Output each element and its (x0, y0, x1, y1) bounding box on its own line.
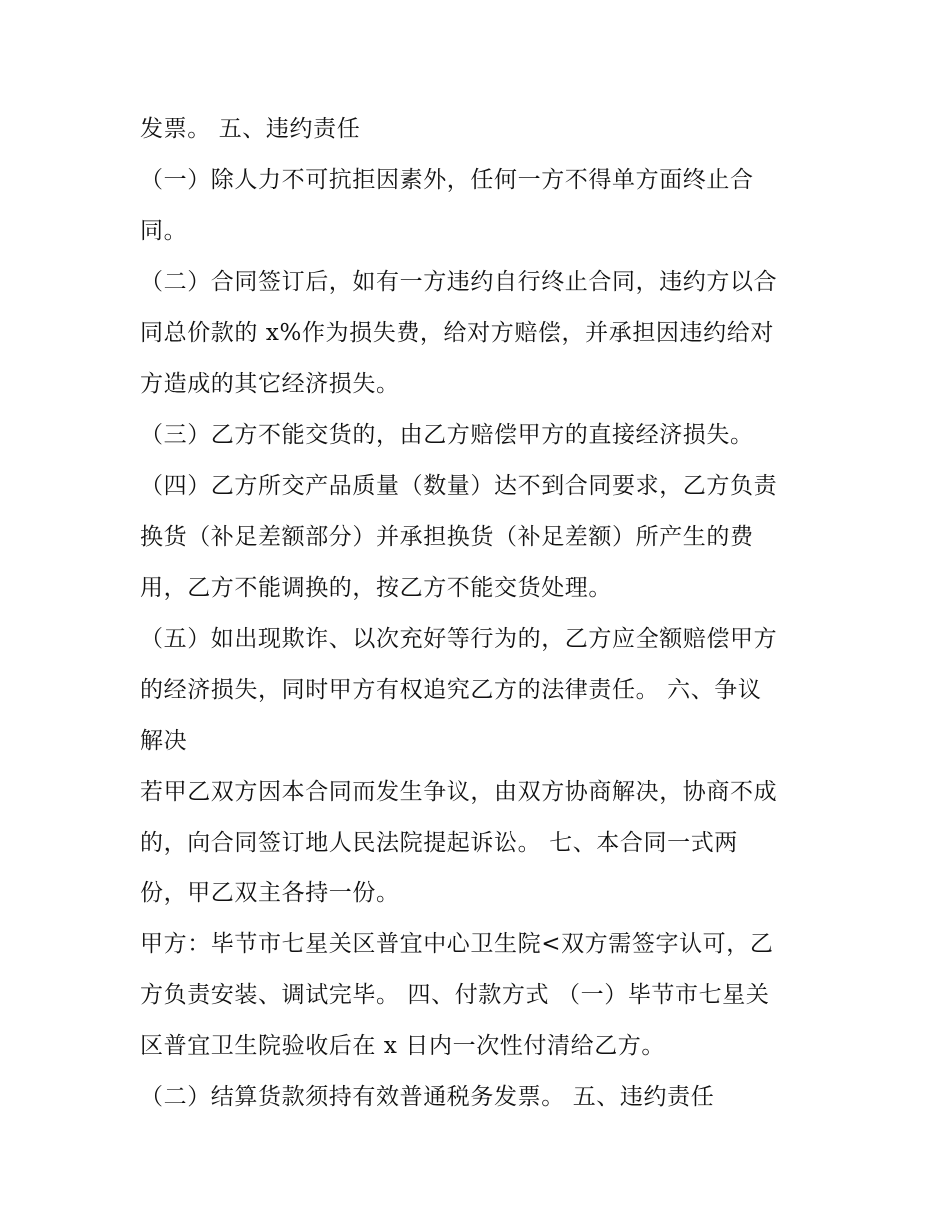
text-line: 份，甲乙双主各持一份。 (140, 880, 400, 906)
text-line: （二）结算货款须持有效普通税务发票。 五、违约责任 (140, 1084, 715, 1110)
text-line: （四）乙方所交产品质量（数量）达不到合同要求，乙方负责 (140, 473, 778, 499)
text-line: 同总价款的 x%作为损失费，给对方赔偿，并承担因违约给对 (140, 320, 774, 346)
text-line: （三）乙方不能交货的，由乙方赔偿甲方的直接经济损失。 (140, 422, 754, 448)
text-line: 方负责安装、调试完毕。 四、付款方式 （一）毕节市七星关 (140, 982, 770, 1008)
text-line: 的经济损失，同时甲方有权追究乙方的法律责任。 六、争议 (140, 677, 762, 703)
text-line: （五）如出现欺诈、以次充好等行为的，乙方应全额赔偿甲方 (140, 626, 778, 652)
text-line: 解决 (140, 728, 188, 754)
text-line: 同。 (140, 218, 188, 244)
text-line: 发票。 五、违约责任 (140, 116, 361, 142)
text-line: 的，向合同签订地人民法院提起诉讼。 七、本合同一式两 (140, 830, 738, 856)
text-line: 若甲乙双方因本合同而发生争议，由双方协商解决，协商不成 (140, 779, 778, 805)
text-line: 区普宜卫生院验收后在 x 日内一次性付清给乙方。 (140, 1033, 665, 1059)
text-line: （二）合同签订后，如有一方违约自行终止合同，违约方以合 (140, 269, 778, 295)
text-line: 甲方：毕节市七星关区普宜中心卫生院<双方需签字认可，乙 (140, 931, 774, 957)
text-line: 用，乙方不能调换的，按乙方不能交货处理。 (140, 575, 612, 601)
text-line: 方造成的其它经济损失。 (140, 371, 400, 397)
text-line: 换货（补足差额部分）并承担换货（补足差额）所产生的费 (140, 524, 754, 550)
text-line: （一）除人力不可抗拒因素外，任何一方不得单方面终止合 (140, 167, 754, 193)
